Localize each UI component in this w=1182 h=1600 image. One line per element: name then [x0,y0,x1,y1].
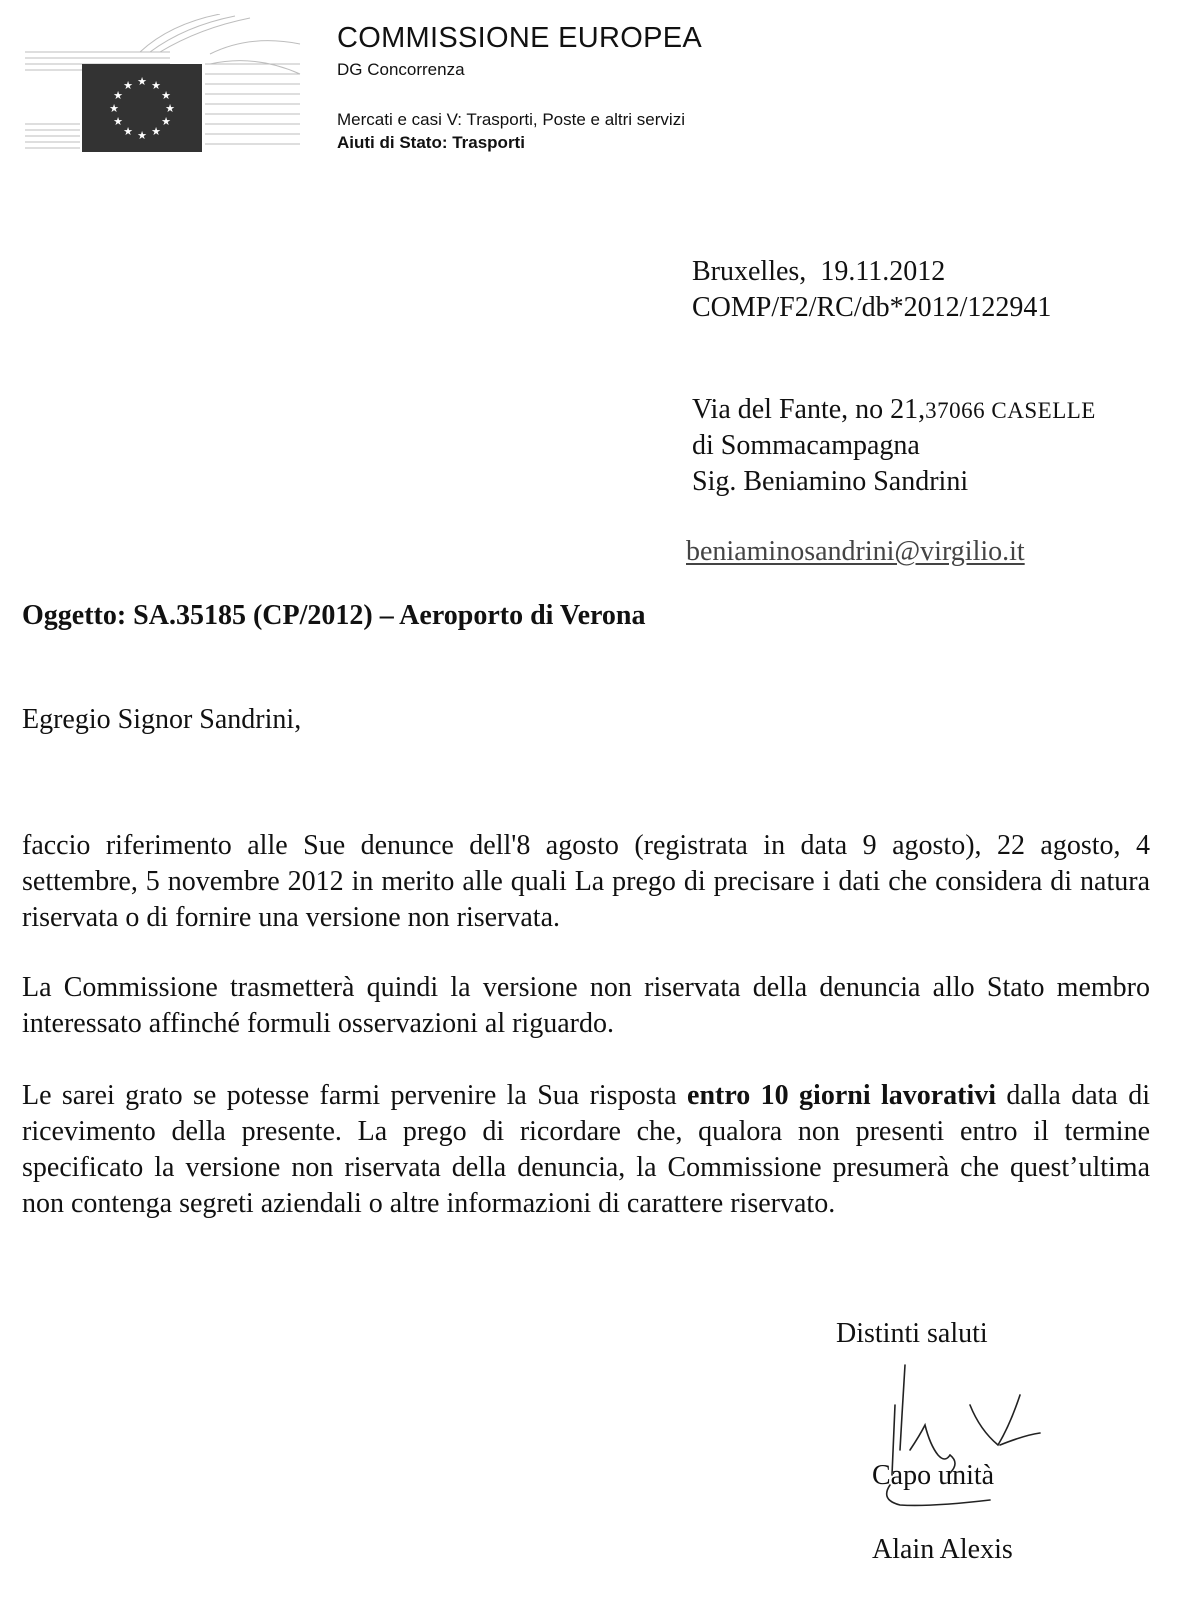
recipient-address-line1 [692,392,1096,429]
subject-line: Oggetto: SA.35185 (CP/2012) – Aeroporto di Verona [22,600,646,631]
svg-text:★: ★ [109,102,119,115]
closing-salutation: Distinti saluti [836,1318,988,1349]
unit-name: Aiuti di Stato: Trasporti [337,133,525,152]
recipient-email: beniaminosandrini@virgilio.it [686,536,1025,567]
body-paragraph-3 [22,1078,1150,1222]
postal-city: 37066 CASELLE [925,398,1096,423]
svg-text:★: ★ [165,102,175,115]
handwritten-signature [850,1355,1050,1525]
svg-text:★: ★ [113,115,123,128]
reference-number: COMP/F2/RC/db*2012/122941 [692,292,1052,323]
place: Bruxelles, [692,256,807,287]
svg-text:★: ★ [137,75,147,88]
svg-text:★: ★ [161,89,171,102]
date: 19.11.2012 [820,256,946,287]
organization-name: COMMISSIONE EUROPEA [337,22,703,54]
directorate-name: Mercati e casi V: Trasporti, Poste e altri servizi [337,110,685,129]
street: Via del Fante, no 21, [692,394,926,425]
svg-text:★: ★ [113,89,123,102]
svg-text:★: ★ [137,129,147,142]
svg-text:★: ★ [151,125,161,138]
svg-text:★: ★ [123,79,133,92]
greeting: Egregio Signor Sandrini, [22,704,302,735]
directorate-general: DG Concorrenza [337,60,465,79]
p3-text-end: dalla data di ricevimento della presente. La prego di ricordare che, qualora non presenti entro il termine specificato la versione non riservata della denuncia, la Commissione presumerà che quest’ultima non contenga segreti aziendali o altre informazioni di carattere riservato. [22,1080,1151,1219]
body-paragraph-2: La Commissione trasmetterà quindi la versione non riservata della denuncia allo Stato membro interessato affinché formuli osservazioni al riguardo. [22,972,1150,1039]
recipient-name: Sig. Beniamino Sandrini [692,466,969,497]
place-date [692,254,945,290]
svg-text:★: ★ [161,115,171,128]
body-paragraph-1: faccio riferimento alle Sue denunce dell'8 agosto (registrata in data 9 agosto), 22 agosto, 4 settembre, 5 novembre 2012 in merito alle quali La prego di precisare i dati che considera di natura riservata o di fornire una versione non riservata. [22,830,1150,933]
svg-text:★: ★ [123,125,133,138]
svg-text:★: ★ [151,79,161,92]
european-commission-logo [20,14,310,154]
p3-text-start: Le sarei grato se potesse farmi pervenire la Sua risposta [22,1080,688,1111]
signer-role: Capo unità [872,1460,995,1491]
p3-deadline: entro 10 giorni lavorativi [687,1080,997,1111]
recipient-address-line2: di Sommacampagna [692,430,920,461]
signer-name: Alain Alexis [872,1534,1013,1565]
